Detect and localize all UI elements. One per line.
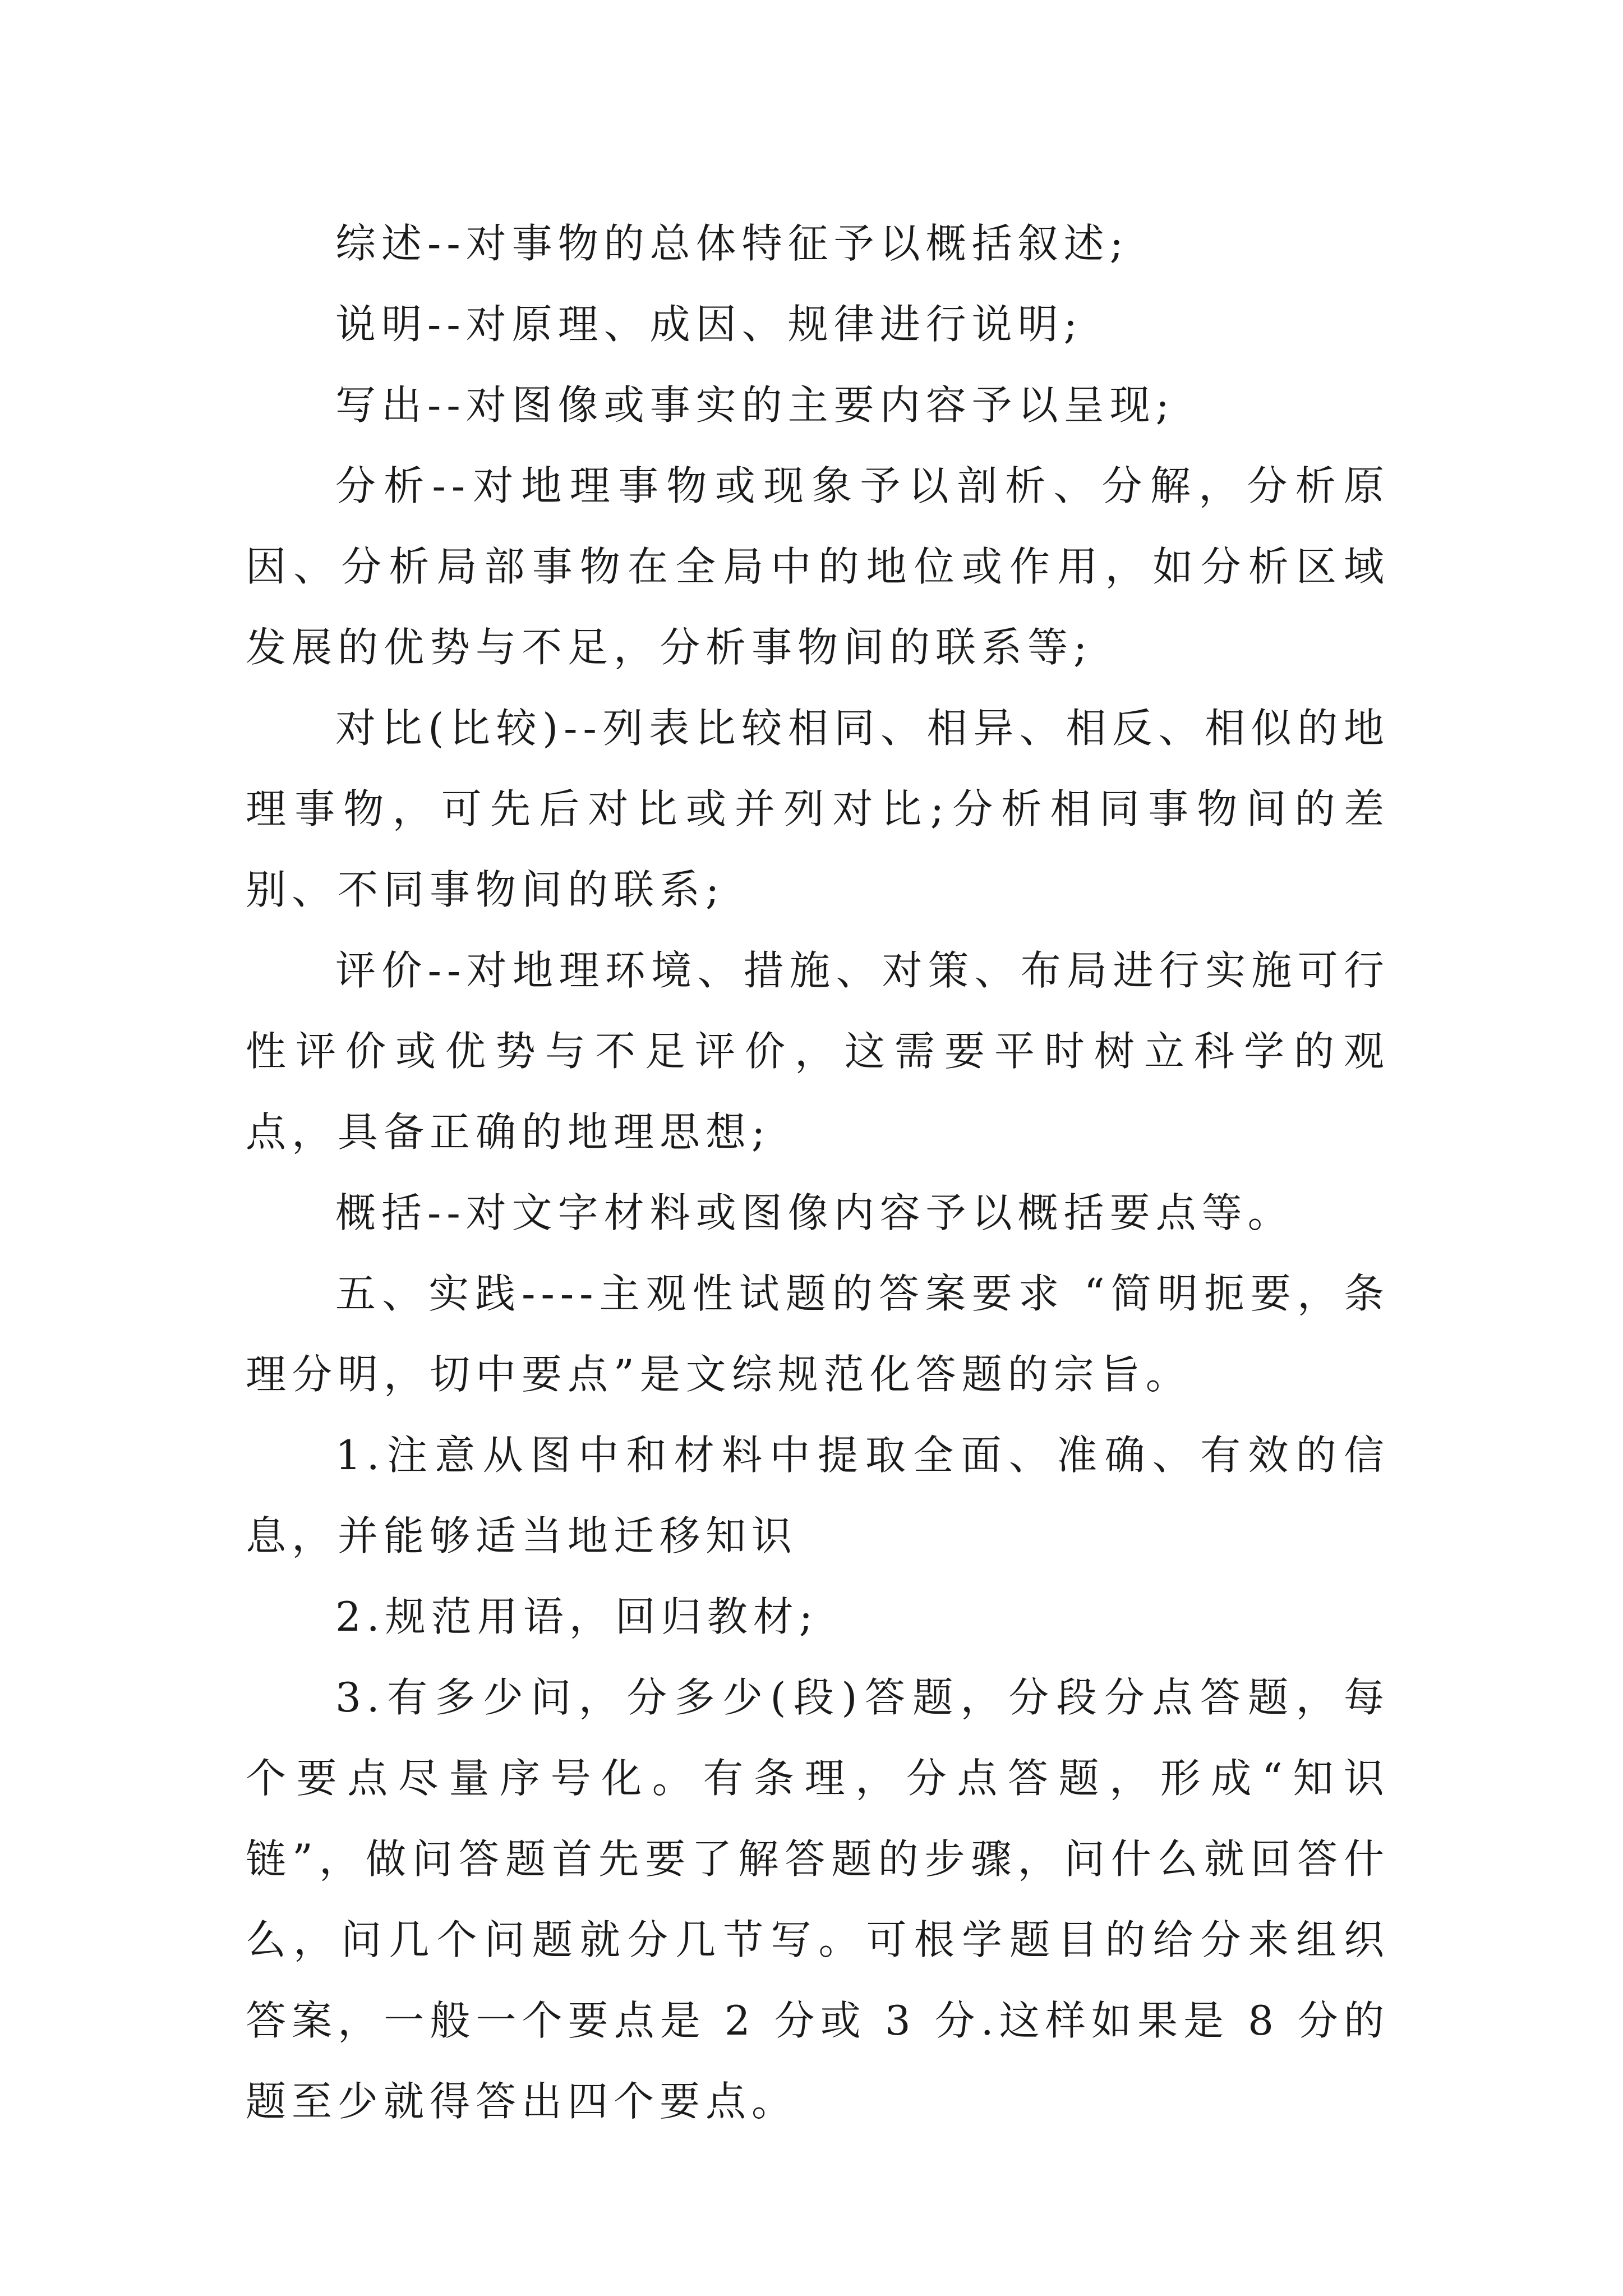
paragraph-point-2: 2.规范用语，回归教材;: [335, 1593, 818, 1640]
paragraph-comparison: 对比(比较)--列表比较相同、相异、相反、相似的地理事物，可先后对比或并列对比;分析相同事物间的差别、不同事物间的联系;: [246, 705, 1390, 913]
paragraph-summary: 综述--对事物的总体特征予以概括叙述;: [335, 220, 1129, 267]
paragraph-explain: 说明--对原理、成因、规律进行说明;: [335, 301, 1083, 348]
paragraph-evaluation: 评价--对地理环境、措施、对策、布局进行实施可行性评价或优势与不足评价，这需要平时树立科学的观点，具备正确的地理思想;: [246, 947, 1390, 1156]
paragraph-point-3: 3.有多少问，分多少(段)答题，分段分点答题，每个要点尽量序号化。有条理，分点答题，形成“知识链”，做问答题首先要了解答题的步骤，问什么就回答什么，问几个问题就分几节写。可根学题目的给分来组织答案，一般一个要点是 2 分或 3 分.这样如果是 8 分的题至少就得答出四个要点。: [246, 1674, 1390, 2125]
paragraph-generalize: 概括--对文字材料或图像内容予以概括要点等。: [335, 1189, 1294, 1236]
document-body: [246, 203, 1390, 2142]
paragraph-analysis: 分析--对地理事物或现象予以剖析、分解，分析原因、分析局部事物在全局中的地位或作用，如分析区域发展的优势与不足，分析事物间的联系等;: [246, 462, 1390, 671]
paragraph-point-1: 1.注意从图中和材料中提取全面、准确、有效的信息，并能够适当地迁移知识: [246, 1432, 1390, 1559]
paragraph-write-out: 写出--对图像或事实的主要内容予以呈现;: [335, 381, 1175, 429]
paragraph-practice-heading: 五、实践----主观性试题的答案要求 “简明扼要，条理分明，切中要点”是文综规范化答题的宗旨。: [246, 1270, 1390, 1398]
